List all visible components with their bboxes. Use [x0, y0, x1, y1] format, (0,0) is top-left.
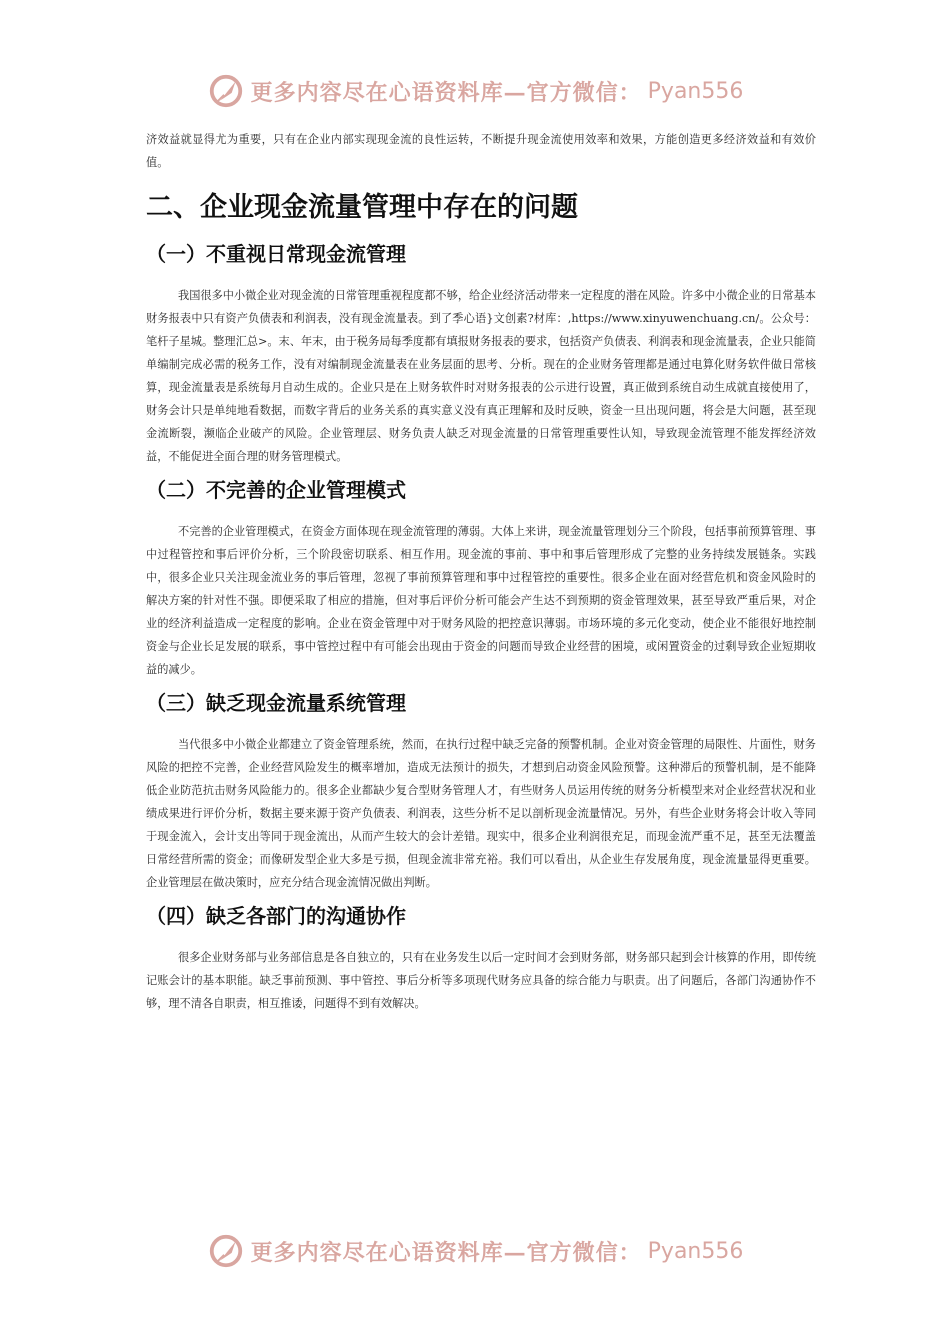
- subsection-heading-2: （二）不完善的企业管理模式: [146, 478, 406, 502]
- document-body: [146, 128, 816, 1015]
- subsection-heading-3: （三）缺乏现金流量系统管理: [146, 691, 406, 715]
- banner-text: 更多内容尽在心语资料库—官方微信：: [250, 79, 642, 106]
- section-heading: 二、企业现金流量管理中存在的问题: [146, 192, 578, 223]
- subsection-paragraph-1: 我国很多中小微企业对现金流的日常管理重视程度都不够，给企业经济活动带来一定程度的潜在风险。许多中小微企业的日常基本财务报表中只有资产负债表和利润表，没有现金流量表。到了季心语}文创素?材库：,https://www.xinyuwenchuang.cn/。公众号：笔杆子星城。整理汇总>。末、年末，由于税务局每季度都有填报财务报表的要求，包括资产负债表、利润表和现金流量表，企业只能简单编制完成必需的税务工作，没有对编制现金流量表在业务层面的思考、分析。现在的企业财务管理都是通过电算化财务软件做日常核算，现金流量表是系统每月自动生成的。企业只是在上财务软件时对财务报表的公示进行设置，真正做到系统自动生成就直接使用了，财务会计只是单纯地看数据，而数字背后的业务关系的真实意义没有真正理解和及时反映，资金一旦出现问题，将会是大问题，甚至现金流断裂，濒临企业破产的风险。企业管理层、财务负责人缺乏对现金流量的日常管理重要性认知，导致现金流管理不能发挥经济效益，不能促进全面合理的财务管理模式。: [146, 289, 816, 463]
- intro-paragraph: 济效益就显得尤为重要，只有在企业内部实现现金流的良性运转，不断提升现金流使用效率和效果，方能创造更多经济效益和有效价值。: [146, 133, 816, 169]
- quill-logo-icon: [207, 1232, 245, 1270]
- banner-text: 更多内容尽在心语资料库—官方微信：: [250, 1239, 642, 1266]
- footer-watermark-banner: [0, 1232, 950, 1270]
- subsection-paragraph-3: 当代很多中小微企业都建立了资金管理系统，然而，在执行过程中缺乏完备的预警机制。企业对资金管理的局限性、片面性，财务风险的把控不完善，企业经营风险发生的概率增加，造成无法预计的损失，才想到启动资金风险预警。这种滞后的预警机制，是不能降低企业防范抗击财务风险能力的。很多企业都缺少复合型财务管理人才，有些财务人员运用传统的财务分析模型来对企业经营状况和业绩成果进行评价分析，数据主要来源于资产负债表、利润表，这些分析不足以剖析现金流量情况。另外，有些企业财务将会计收入等同于现金流入，会计支出等同于现金流出，从而产生较大的会计差错。现实中，很多企业利润很充足，而现金流严重不足，甚至无法覆盖日常经营所需的资金；而像研发型企业大多是亏损，但现金流非常充裕。我们可以看出，从企业生存发展角度，现金流量显得更重要。企业管理层在做决策时，应充分结合现金流情况做出判断。: [146, 738, 816, 889]
- subsection-heading-1: （一）不重视日常现金流管理: [146, 242, 406, 266]
- header-watermark-banner: [0, 72, 950, 110]
- subsection-heading-4: （四）缺乏各部门的沟通协作: [146, 904, 406, 928]
- quill-logo-icon: [207, 72, 245, 110]
- banner-wechat-id: Pyan556: [647, 78, 744, 104]
- banner-wechat-id: Pyan556: [647, 1238, 744, 1264]
- subsection-paragraph-2: 不完善的企业管理模式，在资金方面体现在现金流管理的薄弱。大体上来讲，现金流量管理划分三个阶段，包括事前预算管理、事中过程管控和事后评价分析，三个阶段密切联系、相互作用。现金流的事前、事中和事后管理形成了完整的业务持续发展链条。实践中，很多企业只关注现金流业务的事后管理，忽视了事前预算管理和事中过程管控的重要性。很多企业在面对经营危机和资金风险时的解决方案的针对性不强。即便采取了相应的措施，但对事后评价分析可能会产生达不到预期的资金管理效果，甚至导致严重后果，对企业的经济利益造成一定程度的影响。企业在资金管理中对于财务风险的把控意识薄弱。市场环境的多元化变动，使企业不能很好地控制资金与企业长足发展的联系，事中管控过程中有可能会出现由于资金的问题而导致企业经营的困境，或闲置资金的过剩导致企业短期收益的减少。: [146, 525, 816, 676]
- subsection-paragraph-4: 很多企业财务部与业务部信息是各自独立的，只有在业务发生以后一定时间才会到财务部，财务部只起到会计核算的作用，即传统记账会计的基本职能。缺乏事前预测、事中管控、事后分析等多项现代财务应具备的综合能力与职责。出了问题后，各部门沟通协作不够，理不清各自职责，相互推诿，问题得不到有效解决。: [146, 951, 816, 1010]
